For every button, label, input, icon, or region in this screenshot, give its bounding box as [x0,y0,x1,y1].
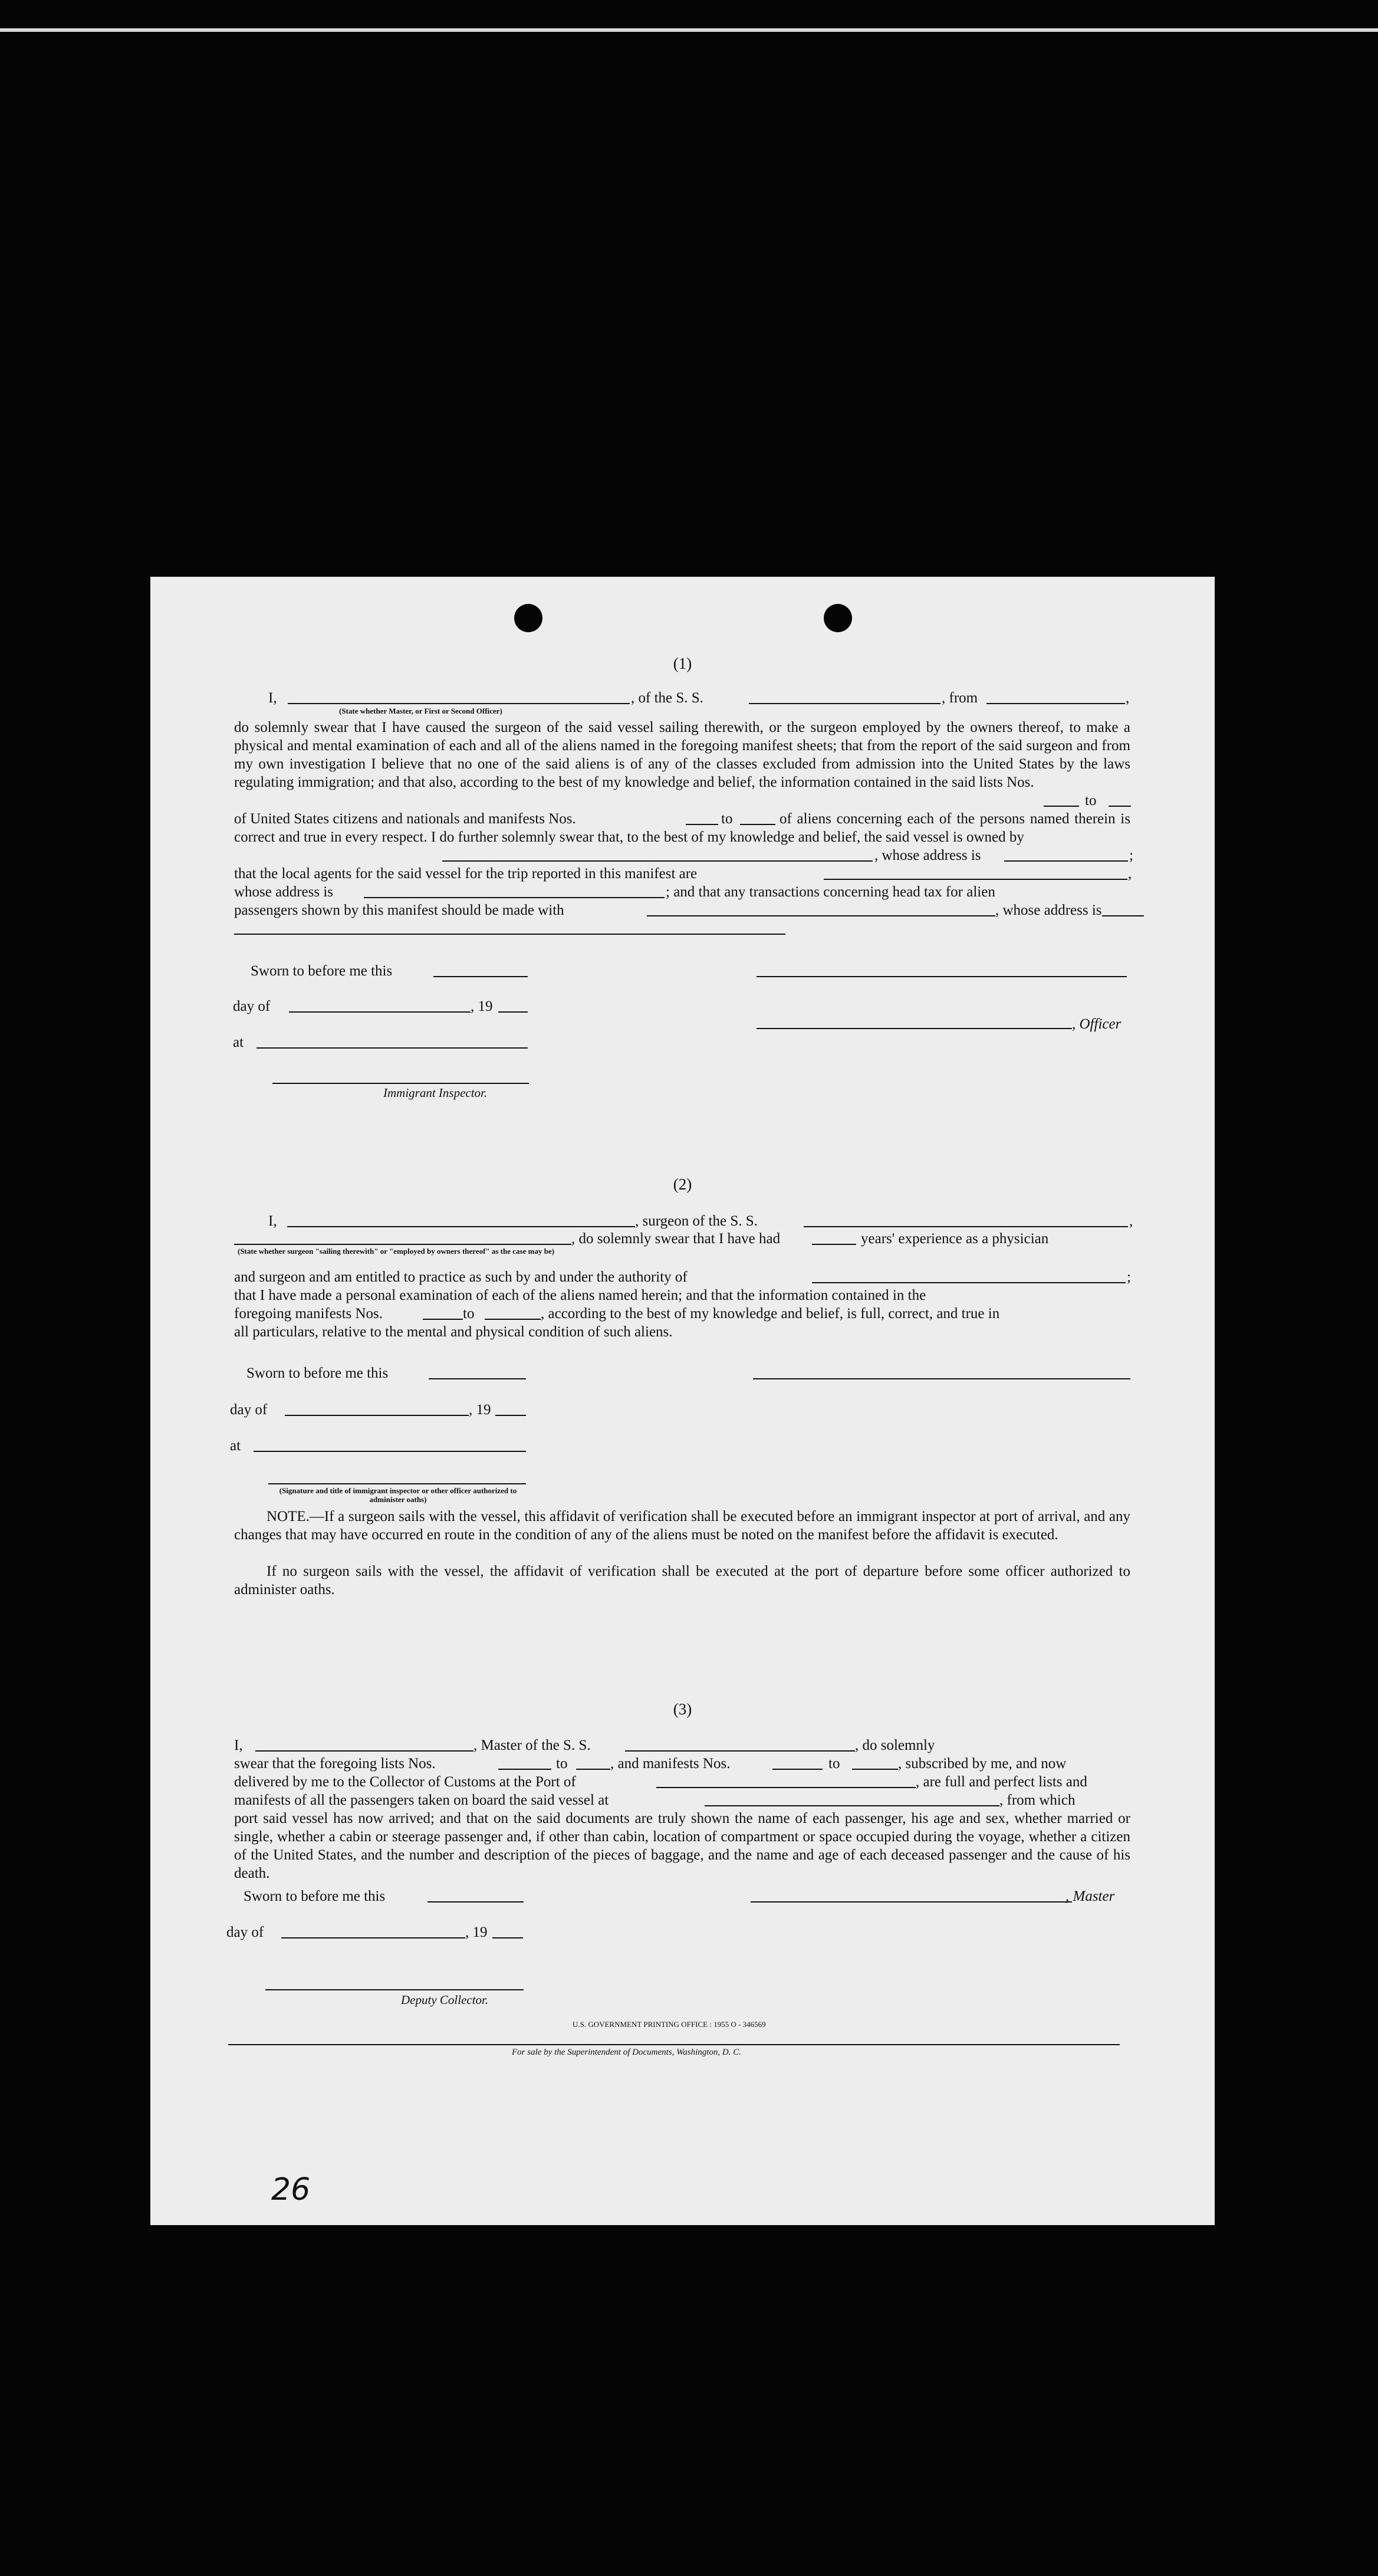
s1-to-label-2: to [721,811,733,827]
s1-owner-address-blank[interactable] [1004,860,1128,862]
s3-year-prefix: , 19 [465,1924,488,1940]
s2-surgeon-name-blank[interactable] [287,1226,635,1227]
s2-month-blank[interactable] [285,1415,469,1416]
s1-signature-blank[interactable] [757,976,1127,977]
s3-ship-name-blank[interactable] [625,1750,855,1752]
s2-para-line1: that I have made a personal examination of each of the aliens named herein; and that the information contained in the [234,1287,926,1303]
s3-lists-from-blank[interactable] [498,1769,551,1770]
s1-oath-paragraph: do solemnly swear that I have caused the surgeon of the said vessel sailing therewith, or the surgeon employed by the owners thereof, to make a physical and mental examination of each and all of the aliens named in the foregoing manifest sheets; that from the report of the said surgeon and from my own investigation I believe that no one of the said aliens is of any of the classes excluded from admission into the United States by the laws regulating immigration; and that also, according to the best of my knowledge and belief, the information contained in the said lists Nos. [234,719,1130,790]
handwritten-page-number: 26 [271,2172,311,2207]
s2-line-end: , [1129,1213,1133,1229]
s2-para-line2: foregoing manifests Nos. [234,1306,383,1322]
s1-from-port-blank[interactable] [986,703,1125,704]
s3-year-blank[interactable] [492,1937,523,1938]
section-3-number: (3) [673,1700,692,1718]
s3-from-which: , from which [999,1792,1076,1808]
s1-comma-1: , [1128,866,1132,882]
s2-note-1: NOTE.—If a surgeon sails with the vessel, this affidavit of verification shall be executed before an immigrant inspector at port of arrival, and any changes that may have occurred en route in the condition of any of the aliens must be noted on the manifest before the affidavit is executed. [234,1509,1130,1543]
s1-citizens-text: of United States citizens and nationals and manifests Nos. [234,811,576,827]
s3-signature-blank[interactable] [751,1901,1072,1903]
s2-i-label: I, [268,1213,277,1229]
section-1-number: (1) [673,655,692,672]
s2-day-of-label: day of [230,1402,268,1418]
s3-sworn-label: Sworn to before me this [244,1888,386,1904]
s3-day-of-label: day of [226,1924,264,1940]
top-border-line [0,28,1378,32]
s3-manifests-from-blank[interactable] [772,1769,823,1770]
s3-manifests: manifests of all the passengers taken on board the said vessel at [234,1792,609,1808]
s2-para-line3: , according to the best of my knowledge and belief, is full, correct, and true in [541,1306,1000,1322]
s3-manifests-to-blank[interactable] [852,1769,898,1770]
s1-sworn-day-blank[interactable] [433,976,528,977]
s1-head-tax-address-blank[interactable] [234,934,785,935]
s1-month-blank[interactable] [289,1011,471,1013]
footer-rule [228,2044,1120,2045]
s2-surgeon-type-blank[interactable] [234,1244,571,1245]
s3-i-label: I, [234,1737,243,1753]
s2-ship-name-blank[interactable] [804,1226,1128,1227]
s3-lists-to-blank[interactable] [576,1769,610,1770]
s3-do-solemnly: , do solemnly [855,1737,935,1753]
s3-paragraph: port said vessel has now arrived; and that on the said documents are truly shown the name of each passenger, his age and sex, whether married or single, whether a cabin or steerage passenger and, if other than cabin, location of compartment or space occupied during the voyage, whether a citizen of the United States, and the number and description of the pieces of baggage, and the name and age of each deceased passenger and the cause of his death. [234,1811,1130,1881]
s2-signature-caption: (Signature and title of immigrant inspector or other officer authorized to administer oaths) [279,1486,517,1504]
s1-local-agents-text: that the local agents for the said vessel for the trip reported in this manifest are [234,866,698,882]
s3-master-name-blank[interactable] [255,1750,473,1752]
s1-concerning-text: of aliens concerning each of the persons named therein is correct and true in every respect. I do further solemnly swear that, to the best of my knowledge and belief, the said vessel is owned by [234,811,1130,845]
punch-hole-right [824,604,852,632]
s3-deputy-label: Deputy Collector. [401,1993,489,2007]
s1-officer-caption: (State whether Master, or First or Second Officer) [339,707,502,715]
s2-years-text: years' experience as a physician [861,1231,1049,1247]
s3-master-of-label: , Master of the S. S. [473,1737,591,1753]
s3-to-label-2: to [828,1756,840,1772]
s1-officer-label: , Officer [1072,1016,1122,1032]
s3-deputy-signature-blank[interactable] [265,1989,524,1990]
s1-whose-address-1: , whose address is [874,847,981,863]
s2-note-2: If no surgeon sails with the vessel, the affidavit of verification shall be executed at the port of departure before some officer authorized to administer oaths. [234,1563,1130,1598]
s1-i-label: I, [268,690,277,706]
s3-delivered: delivered by me to the Collector of Customs at the Port of [234,1774,576,1790]
s1-from-label: , from [942,690,978,706]
s1-head-tax-text-a: ; and that any transactions concerning head tax for alien [666,884,995,900]
s1-agents-address-blank[interactable] [364,897,665,898]
s1-line-end: , [1126,690,1130,706]
s1-owner-blank[interactable] [442,860,873,862]
s1-semicolon-1: ; [1129,847,1133,863]
s1-agents-blank[interactable] [824,879,1127,880]
s2-manifests-to-blank[interactable] [485,1319,541,1320]
s2-year-prefix: , 19 [469,1402,491,1418]
s1-lists-to-blank[interactable] [1109,806,1131,807]
s1-of-ss-label: , of the S. S. [631,690,703,706]
printing-office-line: U.S. GOVERNMENT PRINTING OFFICE : 1955 O - 346569 [573,2020,766,2029]
s1-year-prefix: , 19 [471,998,493,1014]
s1-year-blank[interactable] [498,1011,528,1013]
s3-and-manifests: , and manifests Nos. [610,1756,731,1772]
s3-to-label-1: to [556,1756,568,1772]
s2-sworn-day-blank[interactable] [429,1378,526,1379]
s2-surgeon-of-label: , surgeon of the S. S. [635,1213,758,1229]
s1-sworn-label: Sworn to before me this [251,963,393,979]
s3-port-blank[interactable] [656,1787,916,1788]
s1-officer-name-blank[interactable] [288,703,630,704]
s1-officer-blank[interactable] [757,1028,1072,1029]
section-2-number: (2) [673,1175,692,1193]
s1-at-blank[interactable] [256,1047,528,1049]
s2-inspector-signature-blank[interactable] [268,1483,526,1484]
s1-lists-from-blank[interactable] [1044,806,1079,807]
s2-signature-blank[interactable] [753,1378,1130,1379]
s3-master-label: , Master [1065,1888,1115,1904]
s2-years-blank[interactable] [812,1244,856,1245]
s2-sworn-label: Sworn to before me this [246,1365,389,1381]
s1-to-label-1: to [1085,793,1097,809]
for-sale-line: For sale by the Superintendent of Documents, Washington, D. C. [512,2048,741,2057]
s3-swear-lists: swear that the foregoing lists Nos. [234,1756,436,1772]
s1-whose-address-2: whose address is [234,884,334,900]
s2-do-swear-text: , do solemnly swear that I have had [571,1231,781,1247]
s2-semicolon: ; [1127,1269,1131,1285]
s1-ship-name-blank[interactable] [749,703,940,704]
s3-full-perfect: , are full and perfect lists and [916,1774,1087,1790]
s1-at-label: at [233,1034,244,1050]
s1-inspector-label: Immigrant Inspector. [383,1086,488,1100]
s2-manifests-from-blank[interactable] [423,1319,463,1320]
manifest-affidavit-page [150,577,1215,2225]
s3-month-blank[interactable] [281,1937,465,1938]
s3-port-of-embark-blank[interactable] [705,1805,999,1806]
s1-whose-address-3: , whose address is [995,902,1102,918]
s2-para-line4: all particulars, relative to the mental and physical condition of such aliens. [234,1324,673,1340]
s2-authority-blank[interactable] [812,1282,1126,1283]
s2-surgeon-caption: (State whether surgeon "sailing therewith" or "employed by owners thereof" as the case may be) [238,1247,555,1256]
s1-day-of-label: day of [233,998,271,1014]
punch-hole-left [514,604,542,632]
s2-at-blank[interactable] [254,1451,526,1452]
s2-authority-text: and surgeon and am entitled to practice as such by and under the authority of [234,1269,688,1285]
s2-at-label: at [230,1438,241,1454]
s2-year-blank[interactable] [495,1415,526,1416]
s3-sworn-day-blank[interactable] [427,1901,524,1903]
s1-head-tax-text-b: passengers shown by this manifest should be made with [234,902,564,918]
s2-to-label: to [463,1306,475,1322]
s3-subscribed: , subscribed by me, and now [898,1756,1067,1772]
